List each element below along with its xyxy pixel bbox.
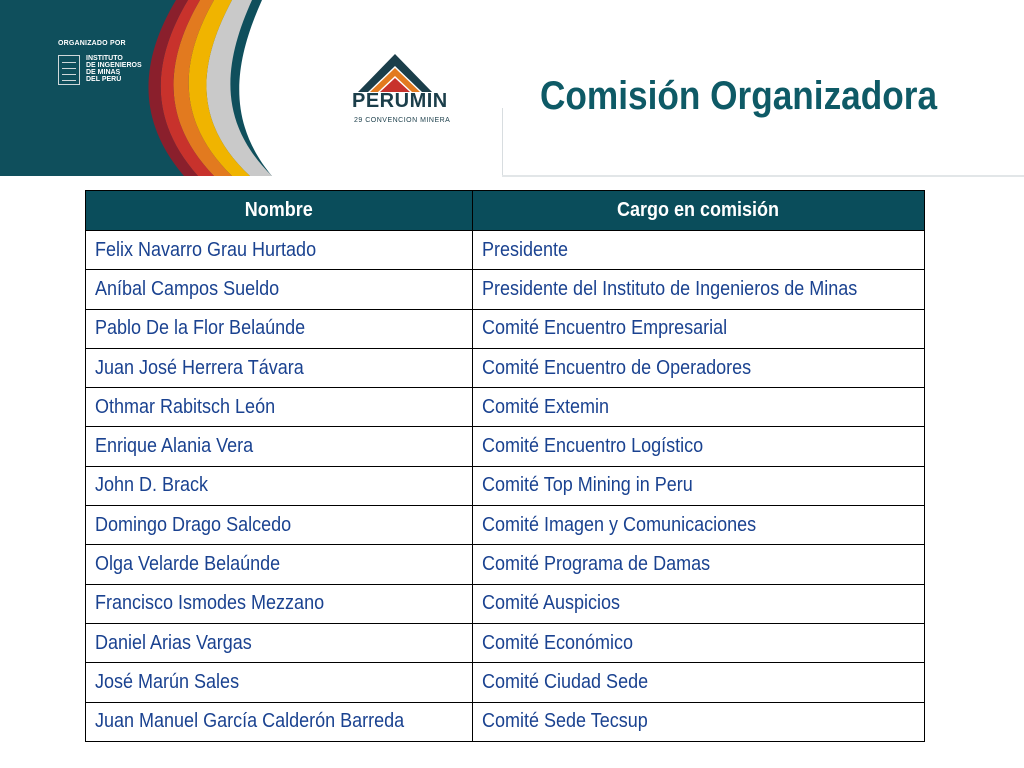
swoosh-graphic (0, 0, 310, 176)
member-name-cell: Domingo Drago Salcedo (86, 506, 473, 545)
member-name-cell: Felix Navarro Grau Hurtado (86, 231, 473, 270)
member-name-cell: Juan Manuel García Calderón Barreda (86, 702, 473, 741)
member-role-cell: Comité Imagen y Comunicaciones (473, 506, 925, 545)
member-name-cell: Francisco Ismodes Mezzano (86, 584, 473, 623)
member-role-cell: Presidente del Instituto de Ingenieros de Minas (473, 270, 925, 309)
member-role-cell: Comité Extemin (473, 388, 925, 427)
institute-line: INSTITUTO (86, 55, 123, 62)
header-banner (0, 0, 310, 176)
table-header-row (86, 191, 925, 231)
table-row (86, 427, 925, 466)
member-role-cell: Comité Sede Tecsup (473, 702, 925, 741)
member-role-cell: Comité Top Mining in Peru (473, 466, 925, 505)
table-row (86, 545, 925, 584)
table-row (86, 584, 925, 623)
table-row (86, 466, 925, 505)
member-role-cell: Comité Ciudad Sede (473, 663, 925, 702)
table-row (86, 388, 925, 427)
page-title: Comisión Organizadora (540, 74, 938, 118)
table-row (86, 270, 925, 309)
member-name-cell: José Marún Sales (86, 663, 473, 702)
member-name-cell: Juan José Herrera Távara (86, 348, 473, 387)
member-role-cell: Comité Económico (473, 623, 925, 662)
institute-line: DE INGENIEROS (86, 62, 142, 69)
institute-crest-icon (58, 55, 80, 85)
member-role-cell: Comité Encuentro de Operadores (473, 348, 925, 387)
member-role-cell: Presidente (473, 231, 925, 270)
column-header-role: Cargo en comisión (473, 191, 925, 231)
institute-line: DE MINAS (86, 69, 121, 76)
member-role-cell: Comité Programa de Damas (473, 545, 925, 584)
table-row (86, 702, 925, 741)
member-role-cell: Comité Encuentro Logístico (473, 427, 925, 466)
table-row (86, 506, 925, 545)
table-row (86, 348, 925, 387)
institute-name (86, 55, 142, 83)
divider (502, 175, 1024, 177)
member-name-cell: Enrique Alania Vera (86, 427, 473, 466)
member-name-cell: Olga Velarde Belaúnde (86, 545, 473, 584)
member-name-cell: John D. Brack (86, 466, 473, 505)
member-name-cell: Pablo De la Flor Belaúnde (86, 309, 473, 348)
institute-line: DEL PERÚ (86, 76, 122, 83)
member-role-cell: Comité Encuentro Empresarial (473, 309, 925, 348)
organized-by-label: ORGANIZADO POR (58, 40, 126, 47)
member-name-cell: Aníbal Campos Sueldo (86, 270, 473, 309)
committee-table (85, 190, 925, 742)
column-header-name: Nombre (86, 191, 473, 231)
member-name-cell: Othmar Rabitsch León (86, 388, 473, 427)
divider (502, 108, 503, 176)
member-role-cell: Comité Auspicios (473, 584, 925, 623)
table-row (86, 623, 925, 662)
table-row (86, 309, 925, 348)
event-name: PERUMIN (352, 90, 448, 112)
table-row (86, 231, 925, 270)
event-subtitle: 29 CONVENCION MINERA (354, 117, 451, 124)
member-name-cell: Daniel Arias Vargas (86, 623, 473, 662)
table-row (86, 663, 925, 702)
